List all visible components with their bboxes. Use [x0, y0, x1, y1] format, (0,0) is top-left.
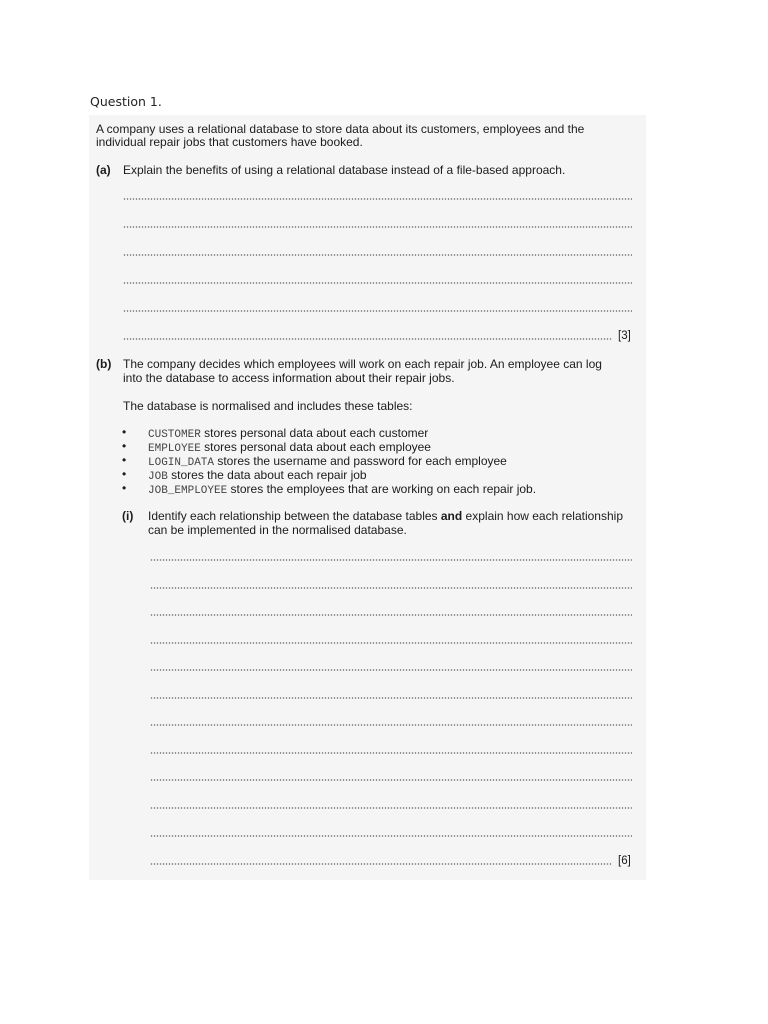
tables-intro: The database is normalised and includes these tables: [123, 399, 413, 413]
answer-line[interactable] [150, 642, 632, 644]
bullet-symbol: • [122, 453, 127, 467]
answer-line[interactable] [150, 807, 632, 809]
answer-line[interactable] [150, 587, 632, 589]
bullet-item [148, 440, 431, 455]
part-b-i-line-1: Identify each relationship between the database tables and explain how each relationship [148, 509, 623, 523]
question-title: Question 1. [90, 94, 162, 109]
part-b-line-2: into the database to access information about their repair jobs. [123, 371, 455, 385]
table-name: LOGIN_DATA [148, 457, 215, 469]
intro-line-2: individual repair jobs that customers have booked. [96, 135, 363, 149]
table-name: JOB_EMPLOYEE [148, 485, 228, 497]
part-a-marks: [3] [618, 330, 631, 342]
part-a-text: Explain the benefits of using a relational database instead of a file-based approach. [123, 163, 566, 177]
bullet-item [148, 468, 367, 483]
part-b-i-marks: [6] [618, 855, 631, 867]
table-description: stores the employees that are working on each repair job. [227, 482, 537, 496]
bullet-symbol: • [122, 439, 127, 453]
answer-line[interactable] [150, 614, 632, 616]
answer-line[interactable] [150, 863, 612, 865]
answer-line[interactable] [150, 724, 632, 726]
part-b-label: (b) [96, 357, 112, 371]
part-a-label: (a) [96, 163, 111, 177]
answer-line[interactable] [150, 697, 632, 699]
answer-line[interactable] [123, 254, 632, 256]
answer-line[interactable] [123, 226, 632, 228]
answer-line[interactable] [150, 835, 632, 837]
table-description: stores the username and password for each employee [214, 454, 507, 468]
answer-line[interactable] [150, 779, 632, 781]
answer-line[interactable] [123, 338, 612, 340]
bullet-item [148, 454, 507, 469]
bullet-item [148, 482, 536, 497]
table-description: stores personal data about each employee [200, 440, 431, 454]
answer-line[interactable] [150, 669, 632, 671]
answer-line[interactable] [123, 310, 632, 312]
table-description: stores personal data about each customer [200, 426, 429, 440]
answer-line[interactable] [150, 559, 632, 561]
table-name: EMPLOYEE [148, 443, 201, 455]
intro-line-1: A company uses a relational database to store data about its customers, employees and the [96, 122, 585, 136]
table-description: stores the data about each repair job [167, 468, 367, 482]
part-b-i-line-2: can be implemented in the normalised database. [148, 523, 407, 537]
part-b-i-label: (i) [122, 509, 134, 523]
bullet-symbol: • [122, 467, 127, 481]
bullet-item [148, 426, 428, 441]
bullet-symbol: • [122, 425, 127, 439]
part-b-line-1: The company decides which employees will work on each repair job. An employee can log [123, 357, 602, 371]
answer-line[interactable] [150, 752, 632, 754]
bullet-symbol: • [122, 481, 127, 495]
answer-line[interactable] [123, 198, 632, 200]
table-name: CUSTOMER [148, 429, 201, 441]
table-name: JOB [148, 471, 168, 483]
question-panel [89, 115, 646, 880]
emphasis-and: and [440, 509, 463, 523]
answer-line[interactable] [123, 282, 632, 284]
